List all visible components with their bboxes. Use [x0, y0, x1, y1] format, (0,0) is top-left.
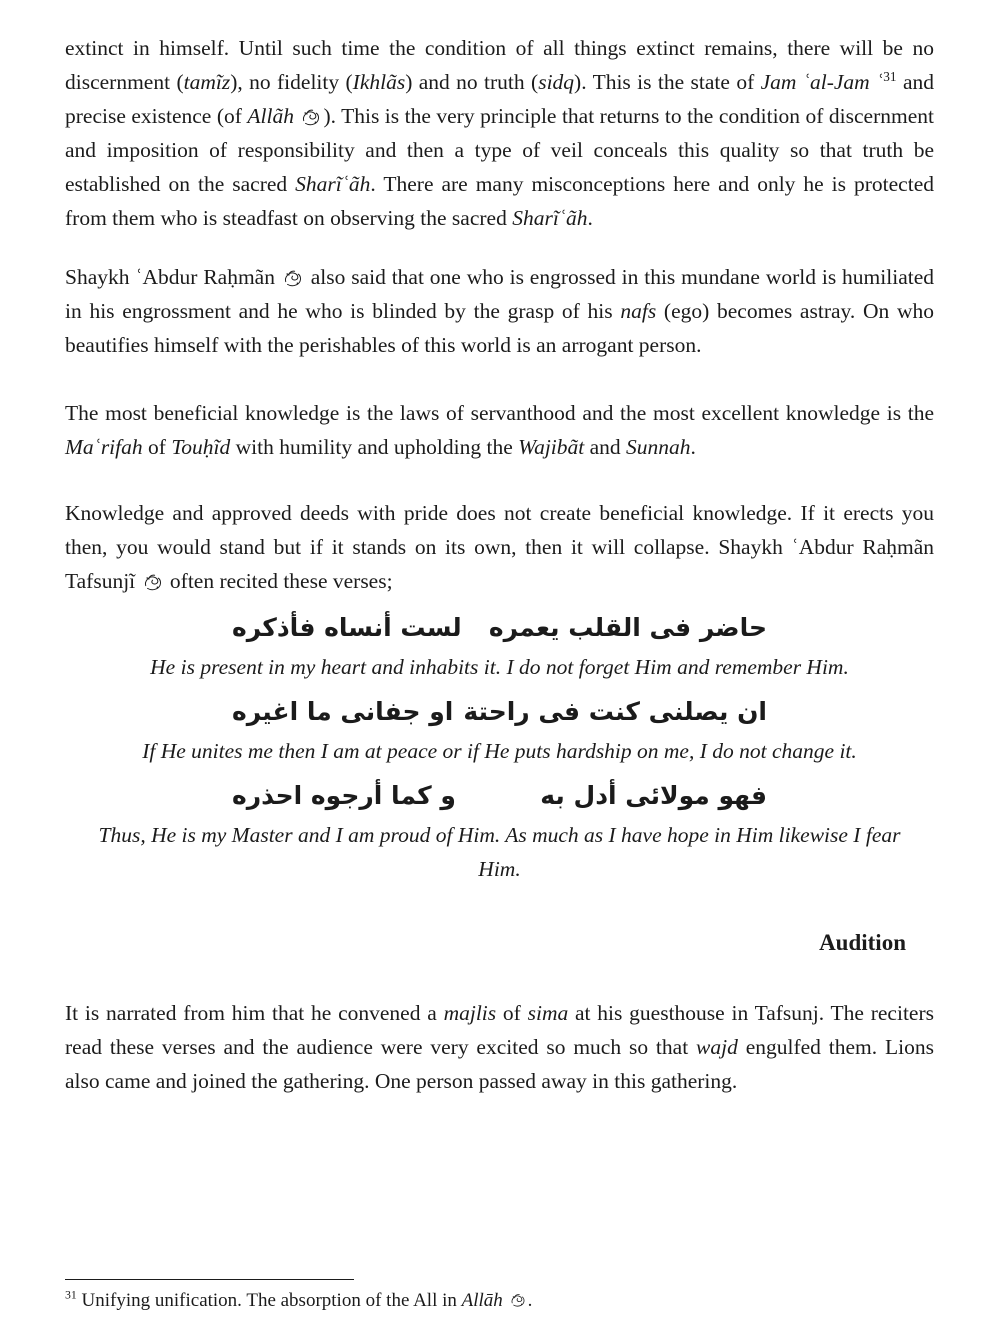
text-segment: sima: [527, 1001, 569, 1025]
footnote-rule: [65, 1279, 354, 1280]
honorific-seal-icon: [509, 1292, 527, 1308]
arabic-hemistich-left: لست أنساه فأذكره: [232, 613, 462, 642]
text-segment: also said that one who is engrossed in this mundane world is humiliated in his engrossment and he who is blinded by the grasp of his: [65, 265, 934, 323]
text-segment: engulfed them. Lions also came and joined the gathering. One person passed away in this gathering.: [65, 1035, 934, 1093]
footnote-ref: 31: [65, 1288, 77, 1302]
paragraph-4: [65, 496, 934, 598]
text-segment: ). This is the state of: [574, 70, 761, 94]
verse-translation-1: He is present in my heart and inhabits it. I do not forget Him and remember Him.: [150, 655, 849, 679]
text-segment: ), no fidelity (: [230, 70, 353, 94]
text-segment: The most beneficial knowledge is the laws of servanthood and the most excellent knowledge is the: [65, 401, 934, 425]
arabic-hemistich-left: و كما أرجوه احذره: [232, 781, 456, 810]
text-segment: [294, 104, 299, 128]
text-segment: Maʿrifah: [65, 435, 143, 459]
honorific-seal-icon: [300, 107, 322, 127]
text-segment: often recited these verses;: [164, 569, 393, 593]
text-segment: Jam ʿal-Jam ʿ: [760, 70, 884, 94]
text-segment: Shaykh ʿAbdur Raḥmãn: [65, 265, 281, 289]
text-segment: Ikhlãs: [352, 70, 406, 94]
arabic-hemistich-right: حاضر فى القلب يعمره: [488, 613, 767, 642]
text-segment: ). This is the very principle that returns to the condition of discernment and imposition of responsibility and then a type of veil conceals this quality so that truth be established on the sacred: [65, 104, 934, 196]
text-segment: majlis: [443, 1001, 497, 1025]
text-segment: .: [587, 206, 593, 230]
paragraph-3: [65, 396, 934, 464]
text-segment: Wajibãt: [518, 435, 585, 459]
text-segment: .: [527, 1290, 533, 1311]
verse-translation-2: If He unites me then I am at peace or if He puts hardship on me, I do not change it.: [142, 739, 857, 763]
text-segment: Allãh: [247, 104, 294, 128]
text-segment: nafs: [620, 299, 657, 323]
text-segment: ) and no truth (: [405, 70, 539, 94]
text-segment: [503, 1290, 508, 1311]
text-segment: tamĩz: [183, 70, 231, 94]
footnote: [65, 1279, 935, 1314]
text-segment: at his guesthouse in Tafsunj. The reciters read these verses and the audience were very excited so much so that: [65, 1001, 934, 1059]
text-segment: extinct in himself. Until such time the condition of all things extinct remains, there will be no discernment (: [65, 36, 934, 94]
text-segment: and precise existence (of: [65, 70, 934, 128]
text-segment: Unifying unification. The absorption of the All in: [76, 1290, 462, 1311]
text-segment: . There are many misconceptions here and only he is protected from them who is steadfast on observing the sacred: [65, 172, 934, 230]
footnote-text: [65, 1287, 935, 1314]
honorific-seal-icon: [282, 268, 304, 288]
paragraph-2: [65, 260, 934, 362]
paragraph-5: [65, 996, 934, 1098]
arabic-verse-line-3: [232, 776, 767, 816]
arabic-hemistich-left: او جفانى ما اغيره: [232, 697, 454, 726]
arabic-verse-line-2: [232, 692, 767, 732]
text-segment: Allāh: [461, 1290, 503, 1311]
text-segment: of: [142, 435, 172, 459]
section-heading: Audition: [819, 930, 906, 955]
verse-translation-3: Thus, He is my Master and I am proud of Him. As much as I have hope in Him likewise I fear Him.: [98, 823, 901, 881]
text-segment: with humility and upholding the: [230, 435, 519, 459]
text-segment: and: [584, 435, 627, 459]
text-segment: Sunnah: [626, 435, 691, 459]
footnote-ref: 31: [883, 68, 897, 84]
text-segment: wajd: [696, 1035, 738, 1059]
text-segment: Knowledge and approved deeds with pride does not create beneficial knowledge. If it erects you then, you would stand but if it stands on its own, then it will collapse. Shaykh ʿAbdur Raḥmãn Tafsunjĩ: [65, 501, 934, 593]
paragraph-1: [65, 31, 934, 235]
text-segment: Sharĩʿãh: [512, 206, 588, 230]
arabic-verse-line-1: [232, 608, 767, 648]
text-segment: It is narrated from him that he convened a: [65, 1001, 444, 1025]
text-segment: .: [690, 435, 696, 459]
text-segment: (ego) becomes astray. On who beautifies himself with the perishables of this world is an arrogant person.: [65, 299, 934, 357]
text-segment: sidq: [538, 70, 575, 94]
text-segment: Touḥĩd: [171, 435, 231, 459]
text-segment: of: [496, 1001, 528, 1025]
text-segment: Sharĩʿãh: [295, 172, 371, 196]
arabic-hemistich-right: فهو مولائى أدل به: [540, 781, 767, 810]
arabic-hemistich-right: ان يصلنى كنت فى راحتة: [463, 697, 767, 726]
honorific-seal-icon: [142, 572, 164, 592]
